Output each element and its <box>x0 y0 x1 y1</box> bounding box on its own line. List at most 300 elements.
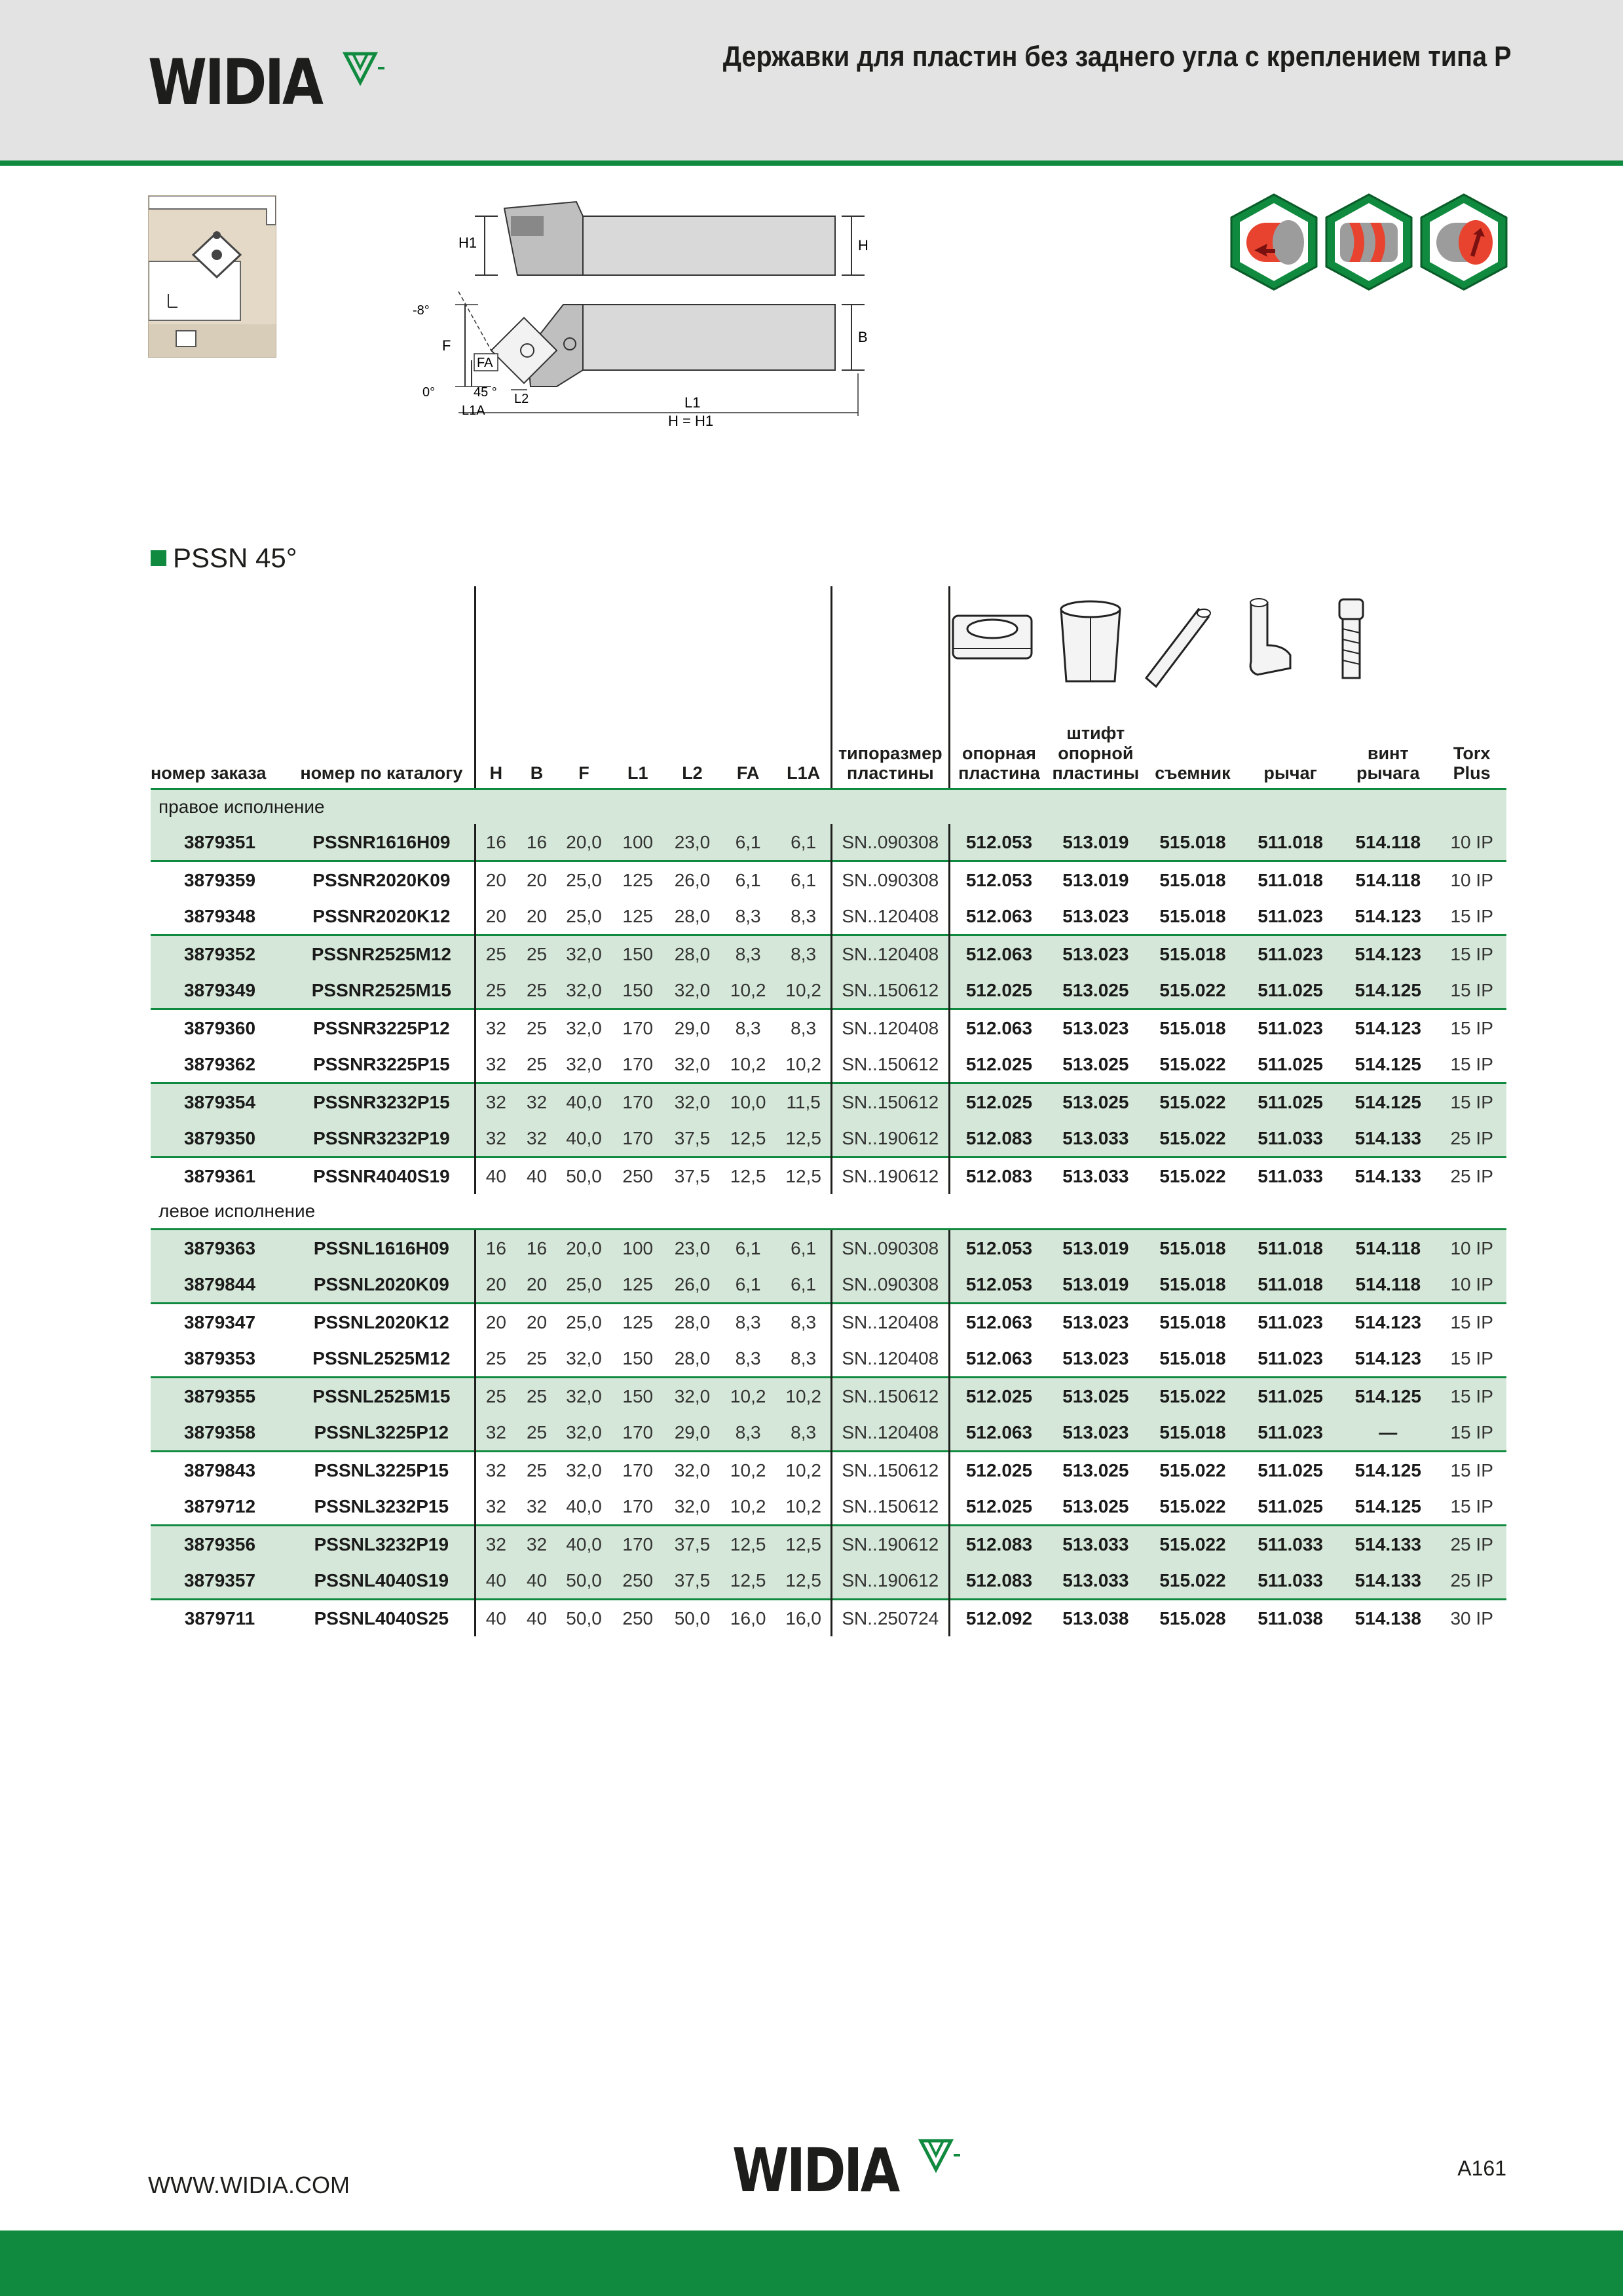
cell-l1: 125 <box>610 1266 665 1304</box>
cell-shim: 512.063 <box>950 935 1048 973</box>
cell-insert-size: SN..090308 <box>831 1266 950 1304</box>
page-title: Державки для пластин без заднего угла с креплением типа P <box>723 41 1512 73</box>
cell-order-no: 3879358 <box>151 1414 289 1452</box>
cell-l1a: 11,5 <box>777 1083 831 1121</box>
cell-h: 32 <box>475 1120 516 1157</box>
cell-catalog-no: PSSNL2525M12 <box>312 1347 451 1368</box>
cell-l1: 170 <box>610 1009 665 1047</box>
cell-l1: 170 <box>610 1452 665 1489</box>
cell-fa: 12,5 <box>720 1526 777 1563</box>
cell-catalog-no: PSSNL2525M15 <box>289 1378 475 1415</box>
cell-insert-size: SN..090308 <box>831 824 950 861</box>
cell-punch: 515.018 <box>1144 1266 1242 1304</box>
cell-h: 25 <box>475 1378 516 1415</box>
cell-order-no: 3879350 <box>151 1120 289 1157</box>
cell-l2: 32,0 <box>665 1452 719 1489</box>
cell-shim-pin: 513.025 <box>1048 972 1144 1009</box>
cell-l1a: 8,3 <box>791 1347 817 1368</box>
cell-h: 16 <box>475 1230 516 1267</box>
table-row <box>151 1340 1506 1378</box>
cell-f: 32,0 <box>557 1009 610 1047</box>
cell-l1a: 8,3 <box>777 1304 831 1341</box>
cell-torx: 15 IP <box>1437 935 1506 973</box>
cell-torx: 15 IP <box>1450 1347 1493 1368</box>
table-row <box>151 1304 1506 1341</box>
cell-b: 32 <box>516 1120 557 1157</box>
cell-l2: 23,0 <box>665 824 719 861</box>
cell-catalog-no: PSSNR3225P15 <box>313 1053 450 1074</box>
cell-lever-screw: 514.138 <box>1339 1600 1437 1637</box>
cell-order-no: 3879712 <box>184 1496 256 1516</box>
cell-f: 32,0 <box>557 935 610 973</box>
widia-logo <box>148 46 388 119</box>
group-label: правое исполнение <box>151 789 1506 825</box>
cell-torx: 10 IP <box>1437 1230 1506 1267</box>
cell-shim-pin: 513.033 <box>1048 1120 1144 1157</box>
cell-order-no: 3879348 <box>184 905 256 926</box>
table-header <box>151 586 1506 789</box>
table-row <box>151 1488 1506 1526</box>
cell-torx: 15 IP <box>1437 1378 1506 1415</box>
col-lever-screw: винт рычага <box>1339 586 1437 789</box>
cell-punch: 515.018 <box>1144 1304 1242 1341</box>
cell-l1a: 10,2 <box>777 1452 831 1489</box>
group-row <box>151 789 1506 825</box>
cell-fa: 6,1 <box>720 824 777 861</box>
cell-lever-screw: 514.125 <box>1339 1083 1437 1121</box>
cell-torx: 15 IP <box>1450 1496 1493 1516</box>
cell-b: 40 <box>516 1157 557 1195</box>
cell-catalog-no: PSSNL2020K09 <box>289 1266 475 1304</box>
cell-punch: 515.022 <box>1144 972 1242 1009</box>
cell-l1: 170 <box>610 1414 665 1452</box>
cell-l2: 37,5 <box>665 1562 719 1600</box>
cell-insert-size: SN..150612 <box>831 1083 950 1121</box>
cell-l2: 29,0 <box>665 1414 719 1452</box>
cell-insert-size: SN..150612 <box>831 1488 950 1526</box>
cell-insert-size: SN..120408 <box>831 1414 950 1452</box>
cell-lever-screw: 514.118 <box>1339 1266 1437 1304</box>
cell-punch: 515.022 <box>1144 1378 1242 1415</box>
cell-torx: 25 IP <box>1437 1562 1506 1600</box>
cell-l2: 32,0 <box>665 972 719 1009</box>
col-order-no: номер заказа <box>151 586 289 789</box>
cell-l2: 50,0 <box>665 1600 719 1637</box>
cell-f: 50,0 <box>557 1157 610 1195</box>
cell-shim-pin: 513.019 <box>1048 861 1144 899</box>
cell-lever: 511.033 <box>1242 1526 1339 1563</box>
cell-fa: 6,1 <box>720 1266 777 1304</box>
cell-h: 32 <box>475 1009 516 1047</box>
cell-lever: 511.033 <box>1242 1157 1339 1195</box>
cell-lever: 511.018 <box>1242 1266 1339 1304</box>
cell-insert-size: SN..120408 <box>831 935 950 973</box>
cell-torx: 15 IP <box>1450 905 1493 926</box>
footer-logo-triangle-icon <box>918 2137 964 2176</box>
cell-insert-size: SN..150612 <box>831 1378 950 1415</box>
cell-catalog-no: PSSNL2020K12 <box>289 1304 475 1341</box>
cell-lever: 511.033 <box>1242 1120 1339 1157</box>
cell-order-no: 3879361 <box>151 1157 289 1195</box>
cell-order-no: 3879355 <box>151 1378 289 1415</box>
cell-fa: 10,2 <box>730 1053 766 1074</box>
cell-f: 32,0 <box>557 1452 610 1489</box>
cell-f: 25,0 <box>557 1266 610 1304</box>
cell-order-no: 3879352 <box>151 935 289 973</box>
cell-insert-size: SN..090308 <box>831 861 950 899</box>
cell-torx: 15 IP <box>1437 1083 1506 1121</box>
cell-torx: 15 IP <box>1437 1304 1506 1341</box>
col-l2: L2 <box>665 586 719 789</box>
cell-torx: 10 IP <box>1437 824 1506 861</box>
cell-f: 40,0 <box>557 1083 610 1121</box>
external-turning-icon <box>1231 195 1316 290</box>
cell-h: 20 <box>475 1266 516 1304</box>
cell-f: 50,0 <box>557 1600 610 1637</box>
cell-shim: 512.025 <box>950 1488 1048 1526</box>
cell-h: 32 <box>475 1046 516 1083</box>
cell-shim-pin: 513.033 <box>1048 1157 1144 1195</box>
cell-l2: 28,0 <box>674 905 711 926</box>
col-b: B <box>516 586 557 789</box>
cell-fa: 12,5 <box>720 1120 777 1157</box>
cell-torx: 15 IP <box>1437 1452 1506 1489</box>
table-row <box>151 1600 1506 1637</box>
cell-l1: 100 <box>610 1230 665 1267</box>
cell-f: 20,0 <box>557 1230 610 1267</box>
cell-lever-screw: 514.118 <box>1339 824 1437 861</box>
table-row <box>151 824 1506 861</box>
cell-l1a: 6,1 <box>777 1266 831 1304</box>
page-header <box>0 0 1623 166</box>
cell-shim-pin: 513.025 <box>1048 1083 1144 1121</box>
cell-l1: 150 <box>610 1378 665 1415</box>
cell-f: 32,0 <box>557 1414 610 1452</box>
cell-shim-pin: 513.019 <box>1048 1266 1144 1304</box>
cell-shim-pin: 513.033 <box>1048 1562 1144 1600</box>
cell-l1a: 12,5 <box>777 1526 831 1563</box>
cell-l1: 125 <box>622 905 654 926</box>
cell-insert-size: SN..120408 <box>831 1340 950 1378</box>
cell-torx: 30 IP <box>1437 1600 1506 1637</box>
cell-order-no: 3879351 <box>151 824 289 861</box>
label-fa: FA <box>477 356 493 370</box>
cell-punch: 515.022 <box>1144 1526 1242 1563</box>
footer-bar <box>0 2230 1623 2296</box>
cell-order-no: 3879362 <box>184 1053 256 1074</box>
cell-l1: 125 <box>610 861 665 899</box>
cell-fa: 8,3 <box>720 1304 777 1341</box>
table-row <box>151 1562 1506 1600</box>
cell-lever-screw: 514.125 <box>1339 972 1437 1009</box>
tool-drawing <box>406 190 878 439</box>
cell-lever-screw: 514.125 <box>1339 1452 1437 1489</box>
cell-shim: 512.025 <box>950 972 1048 1009</box>
cell-shim-pin: 513.023 <box>1048 1009 1144 1047</box>
cell-punch: 515.018 <box>1144 824 1242 861</box>
cell-insert-size: SN..150612 <box>831 972 950 1009</box>
cell-h: 20 <box>475 898 516 935</box>
cell-torx: 25 IP <box>1437 1157 1506 1195</box>
cell-catalog-no: PSSNL1616H09 <box>289 1230 475 1267</box>
cell-fa: 8,3 <box>735 905 761 926</box>
cell-catalog-no: PSSNL3225P12 <box>289 1414 475 1452</box>
cell-lever-screw: — <box>1339 1414 1437 1452</box>
cell-catalog-no: PSSNL4040S25 <box>289 1600 475 1637</box>
col-insert-size: типоразмер пластины <box>831 586 950 789</box>
cell-insert-size: SN..090308 <box>831 1230 950 1267</box>
cell-punch: 515.022 <box>1144 1083 1242 1121</box>
cell-shim-pin: 513.023 <box>1062 1347 1129 1368</box>
cell-b: 32 <box>516 1083 557 1121</box>
cell-punch: 515.018 <box>1144 861 1242 899</box>
cell-shim-pin: 513.038 <box>1048 1600 1144 1637</box>
cell-f: 32,0 <box>566 1053 602 1074</box>
col-l1a: L1A <box>777 586 831 789</box>
col-f: F <box>557 586 610 789</box>
cell-h: 25 <box>475 1340 516 1378</box>
cell-shim: 512.053 <box>950 861 1048 899</box>
cell-shim: 512.063 <box>950 1304 1048 1341</box>
cell-l2: 37,5 <box>665 1157 719 1195</box>
cell-f: 50,0 <box>557 1562 610 1600</box>
cell-f: 25,0 <box>557 1304 610 1341</box>
cell-punch: 515.022 <box>1159 1496 1226 1516</box>
cell-lever: 511.025 <box>1242 1452 1339 1489</box>
cell-lever-screw: 514.133 <box>1339 1120 1437 1157</box>
cell-f: 40,0 <box>566 1496 602 1516</box>
cell-lever: 511.025 <box>1242 1083 1339 1121</box>
cell-l1a: 12,5 <box>777 1157 831 1195</box>
cell-l2: 37,5 <box>665 1120 719 1157</box>
cell-fa: 6,1 <box>720 1230 777 1267</box>
cell-lever-screw: 514.123 <box>1339 1009 1437 1047</box>
cell-order-no: 3879357 <box>151 1562 289 1600</box>
cell-fa: 10,0 <box>720 1083 777 1121</box>
label-h: H <box>858 237 868 254</box>
cell-fa: 10,2 <box>730 1496 766 1516</box>
cell-lever: 511.023 <box>1258 1347 1323 1368</box>
label-h-eq-h1: H = H1 <box>668 413 714 429</box>
logo-wordmark: WIDIA <box>148 46 322 119</box>
cell-l1a: 10,2 <box>777 1378 831 1415</box>
cell-l1: 170 <box>610 1526 665 1563</box>
cell-punch: 515.018 <box>1144 1414 1242 1452</box>
cell-catalog-no: PSSNR2020K09 <box>289 861 475 899</box>
cell-punch: 515.022 <box>1144 1452 1242 1489</box>
cell-order-no: 3879347 <box>151 1304 289 1341</box>
cell-b: 25 <box>516 972 557 1009</box>
cell-lever-screw: 514.123 <box>1339 935 1437 973</box>
page-number: A161 <box>1457 2156 1506 2180</box>
cell-lever: 511.023 <box>1242 935 1339 973</box>
cell-l1: 125 <box>610 1304 665 1341</box>
cell-shim: 512.025 <box>950 1378 1048 1415</box>
cell-l1: 250 <box>610 1600 665 1637</box>
cell-b: 25 <box>516 1378 557 1415</box>
cell-b: 40 <box>516 1600 557 1637</box>
cell-shim: 512.092 <box>950 1600 1048 1637</box>
cell-h: 40 <box>475 1600 516 1637</box>
cell-lever-screw: 514.118 <box>1339 861 1437 899</box>
cell-l1: 150 <box>622 1347 654 1368</box>
cell-shim: 512.025 <box>950 1452 1048 1489</box>
cell-l1: 100 <box>610 824 665 861</box>
footer-widia-logo <box>732 2136 964 2206</box>
cell-lever: 511.023 <box>1242 1009 1339 1047</box>
cell-insert-size: SN..190612 <box>831 1120 950 1157</box>
cell-catalog-no: PSSNR2020K12 <box>312 905 451 926</box>
cell-l1a: 8,3 <box>777 1414 831 1452</box>
cell-lever-screw: 514.123 <box>1354 1347 1421 1368</box>
cell-catalog-no: PSSNR4040S19 <box>289 1157 475 1195</box>
cell-catalog-no: PSSNL4040S19 <box>289 1562 475 1600</box>
table-row <box>151 1009 1506 1047</box>
cell-fa: 8,3 <box>720 1009 777 1047</box>
cell-fa: 6,1 <box>720 861 777 899</box>
cell-l2: 29,0 <box>665 1009 719 1047</box>
table-row <box>151 1157 1506 1195</box>
label-angle-8: -8° <box>413 303 430 318</box>
cell-catalog-no: PSSNR2525M15 <box>289 972 475 1009</box>
cell-torx: 15 IP <box>1450 1053 1493 1074</box>
section-title-text: PSSN 45° <box>173 542 297 573</box>
cell-punch: 515.022 <box>1159 1053 1226 1074</box>
cell-insert-size: SN..190612 <box>831 1157 950 1195</box>
col-torx: Torx Plus <box>1437 586 1506 789</box>
section-title <box>151 542 297 574</box>
cell-insert-size: SN..150612 <box>831 1046 950 1083</box>
table-row <box>151 898 1506 935</box>
cell-shim-pin: 513.023 <box>1048 935 1144 973</box>
label-b: B <box>858 329 868 345</box>
label-f: F <box>442 337 451 354</box>
cell-order-no: 3879359 <box>151 861 289 899</box>
cell-shim-pin: 513.025 <box>1062 1496 1129 1516</box>
cell-l2: 32,0 <box>674 1053 711 1074</box>
cell-catalog-no: PSSNR1616H09 <box>289 824 475 861</box>
cell-l1: 150 <box>610 935 665 973</box>
cell-lever: 511.033 <box>1242 1562 1339 1600</box>
group-label: левое исполнение <box>159 1201 316 1221</box>
cell-shim-pin: 513.023 <box>1048 1414 1144 1452</box>
cell-shim: 512.053 <box>950 1266 1048 1304</box>
cell-shim: 512.083 <box>950 1526 1048 1563</box>
cell-punch: 515.018 <box>1144 935 1242 973</box>
footer-url[interactable]: WWW.WIDIA.COM <box>148 2172 350 2198</box>
cell-insert-size: SN..120408 <box>831 898 950 935</box>
profile-turning-icon <box>1326 195 1411 290</box>
cell-torx: 25 IP <box>1437 1120 1506 1157</box>
cell-l2: 28,0 <box>665 935 719 973</box>
table-row <box>151 972 1506 1009</box>
cell-shim-pin: 513.019 <box>1048 1230 1144 1267</box>
cell-h: 25 <box>475 935 516 973</box>
footer-logo-wordmark: WIDIA <box>732 2136 898 2206</box>
cell-b: 32 <box>516 1526 557 1563</box>
cell-l1a: 6,1 <box>777 861 831 899</box>
cell-shim: 512.025 <box>950 1046 1048 1083</box>
logo-triangle-icon <box>343 50 388 89</box>
section-marker <box>151 550 166 566</box>
cell-l2: 37,5 <box>665 1526 719 1563</box>
cell-fa: 10,2 <box>720 1378 777 1415</box>
cell-punch: 515.022 <box>1144 1562 1242 1600</box>
cell-order-no: 3879360 <box>151 1009 289 1047</box>
cell-b: 20 <box>526 905 548 926</box>
cell-lever-screw: 514.125 <box>1339 1378 1437 1415</box>
label-l1a: L1A <box>462 404 485 418</box>
cell-l2: 28,0 <box>665 1304 719 1341</box>
cell-punch: 515.018 <box>1159 905 1226 926</box>
table-row <box>151 935 1506 973</box>
cell-f: 25,0 <box>566 905 602 926</box>
cell-h: 32 <box>475 1452 516 1489</box>
cell-b: 25 <box>516 1414 557 1452</box>
cell-h: 32 <box>475 1526 516 1563</box>
cell-l1a: 12,5 <box>777 1562 831 1600</box>
application-icons <box>1228 191 1510 296</box>
table-row <box>151 1378 1506 1415</box>
cell-f: 40,0 <box>557 1526 610 1563</box>
cell-l2: 28,0 <box>674 1347 711 1368</box>
cell-lever-screw: 514.123 <box>1354 905 1421 926</box>
cell-l1a: 10,2 <box>777 972 831 1009</box>
cell-b: 25 <box>526 1347 548 1368</box>
cell-h: 25 <box>475 972 516 1009</box>
cell-lever: 511.025 <box>1258 1053 1323 1074</box>
cell-lever-screw: 514.123 <box>1339 1304 1437 1341</box>
cell-b: 32 <box>526 1496 548 1516</box>
cell-h: 20 <box>475 1304 516 1341</box>
cell-l1: 170 <box>622 1496 654 1516</box>
col-catalog-no: номер по каталогу <box>289 586 475 789</box>
cell-catalog-no: PSSNL3232P15 <box>314 1496 449 1516</box>
cell-order-no: 3879354 <box>151 1083 289 1121</box>
cell-lever-screw: 514.133 <box>1339 1562 1437 1600</box>
cell-shim: 512.063 <box>950 1009 1048 1047</box>
cell-punch: 515.018 <box>1159 1347 1226 1368</box>
cell-shim: 512.053 <box>950 1230 1048 1267</box>
cell-l1a: 8,3 <box>777 1009 831 1047</box>
cell-fa: 8,3 <box>735 1347 761 1368</box>
cell-shim: 512.053 <box>950 824 1048 861</box>
cell-l2: 32,0 <box>665 1378 719 1415</box>
cell-l2: 26,0 <box>665 1266 719 1304</box>
col-punch: съемник <box>1144 586 1242 789</box>
cell-b: 25 <box>526 1053 548 1074</box>
cell-shim-pin: 513.019 <box>1048 824 1144 861</box>
cell-l1a: 16,0 <box>777 1600 831 1637</box>
col-shim: опорная пластина <box>950 586 1048 789</box>
cell-h: 16 <box>475 824 516 861</box>
cell-l1a: 10,2 <box>785 1053 821 1074</box>
col-fa: FA <box>720 586 777 789</box>
cell-l1a: 6,1 <box>777 1230 831 1267</box>
cell-torx: 10 IP <box>1437 861 1506 899</box>
cell-f: 32,0 <box>566 1347 602 1368</box>
cell-lever: 511.018 <box>1242 1230 1339 1267</box>
cell-lever: 511.023 <box>1242 1414 1339 1452</box>
cell-l1a: 8,3 <box>777 935 831 973</box>
label-angle-45: 45 ° <box>474 385 497 400</box>
cell-fa: 10,2 <box>720 1452 777 1489</box>
cell-order-no: 3879349 <box>151 972 289 1009</box>
cell-b: 20 <box>516 1266 557 1304</box>
cell-order-no: 3879353 <box>184 1347 256 1368</box>
cell-lever: 511.018 <box>1242 861 1339 899</box>
cell-l2: 26,0 <box>665 861 719 899</box>
